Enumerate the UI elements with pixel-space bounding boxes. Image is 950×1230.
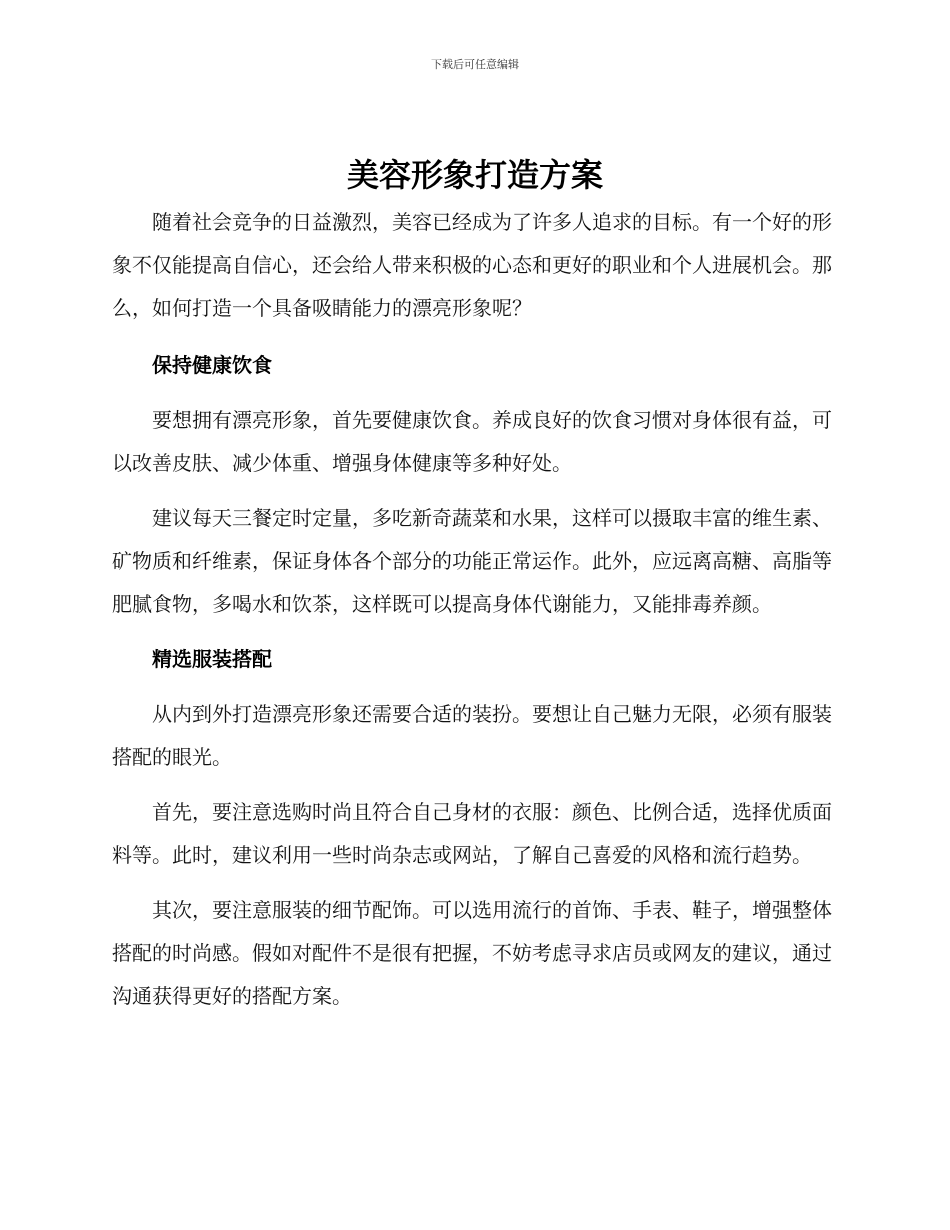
- body-paragraph: 首先，要注意选购时尚且符合自己身材的衣服：颜色、比例合适，选择优质面料等。此时，建议利用一些时尚杂志或网站，了解自己喜爱的风格和流行趋势。: [112, 800, 832, 867]
- body-paragraph: 建议每天三餐定时定量，多吃新奇蔬菜和水果，这样可以摄取丰富的维生素、矿物质和纤维素，保证身体各个部分的功能正常运作。此外，应远离高糖、高脂等肥腻食物，多喝水和饮茶，这样既可以提高身体代谢能力，又能排毒养颜。: [112, 506, 832, 616]
- body-paragraph: 从内到外打造漂亮形象还需要合适的装扮。要想让自己魅力无限，必须有服装搭配的眼光。: [112, 702, 832, 769]
- section-heading: 精选服装搭配: [152, 647, 272, 671]
- body-paragraph: 其次，要注意服装的细节配饰。可以选用流行的首饰、手表、鞋子，增强整体搭配的时尚感。假如对配件不是很有把握，不妨考虑寻求店员或网友的建议，通过沟通获得更好的搭配方案。: [112, 898, 832, 1008]
- document-body: [112, 201, 832, 1030]
- header-note: 下载后可任意编辑: [431, 58, 519, 71]
- section-healthy-diet: [112, 344, 832, 626]
- section-clothing: [112, 638, 832, 1018]
- document-title: 美容形象打造方案: [346, 156, 603, 194]
- intro-paragraph: 随着社会竞争的日益激烈，美容已经成为了许多人追求的目标。有一个好的形象不仅能提高自信心，还会给人带来积极的心态和更好的职业和个人进展机会。那么，如何打造一个具备吸睛能力的漂亮形象呢？: [112, 210, 832, 320]
- body-paragraph: 要想拥有漂亮形象，首先要健康饮食。养成良好的饮食习惯对身体很有益，可以改善皮肤、减少体重、增强身体健康等多种好处。: [112, 408, 832, 475]
- section-heading: 保持健康饮食: [152, 353, 272, 377]
